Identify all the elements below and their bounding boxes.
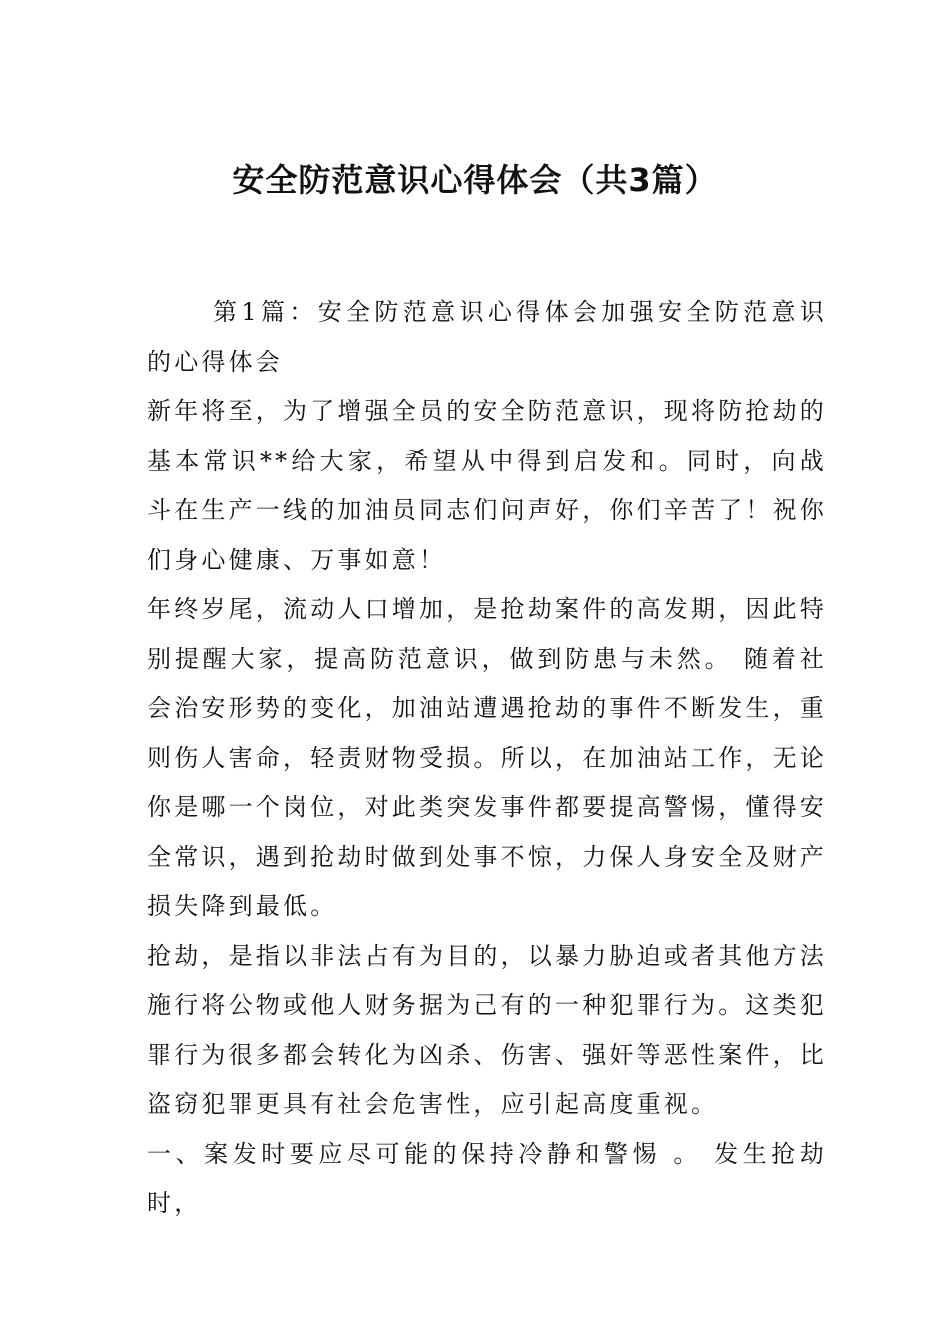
section-heading: 第1篇：安全防范意识心得体会加强安全防范意识的心得体会 [147,298,827,376]
paragraph: 抢劫，是指以非法占有为目的，以暴力胁迫或者其他方法施行将公物或他人财务据为己有的一种犯罪行为。这类犯罪行为很多都会转化为凶杀、伤害、强奸等恶性案件，比盗窃犯罪更具有社会危害性，应引起高度重视。 [147,941,827,1118]
paragraph: 新年将至，为了增强全员的安全防范意识，现将防抢劫的基本常识**给大家，希望从中得到启发和。同时，向战斗在生产一线的加油员同志们问声好，你们辛苦了！祝你们身心健康、万事如意！ [147,397,827,574]
paragraph: 一、案发时要应尽可能的保持冷静和警惕 。 发生抢劫时， [147,1139,827,1217]
document-body [147,288,827,1229]
paragraph: 年终岁尾，流动人口增加，是抢劫案件的高发期，因此特别提醒大家，提高防范意识，做到防患与未然。 随着社会治安形势的变化，加油站遭遇抢劫的事件不断发生，重则伤人害命，轻责财物受损。所以，在加油站工作，无论你是哪一个岗位，对此类突发事件都要提高警惕，懂得安全常识，遇到抢劫时做到处事不惊，力保人身安全及财产损失降到最低。 [147,595,827,920]
document-title: 安全防范意识心得体会（共3篇） [232,161,718,199]
